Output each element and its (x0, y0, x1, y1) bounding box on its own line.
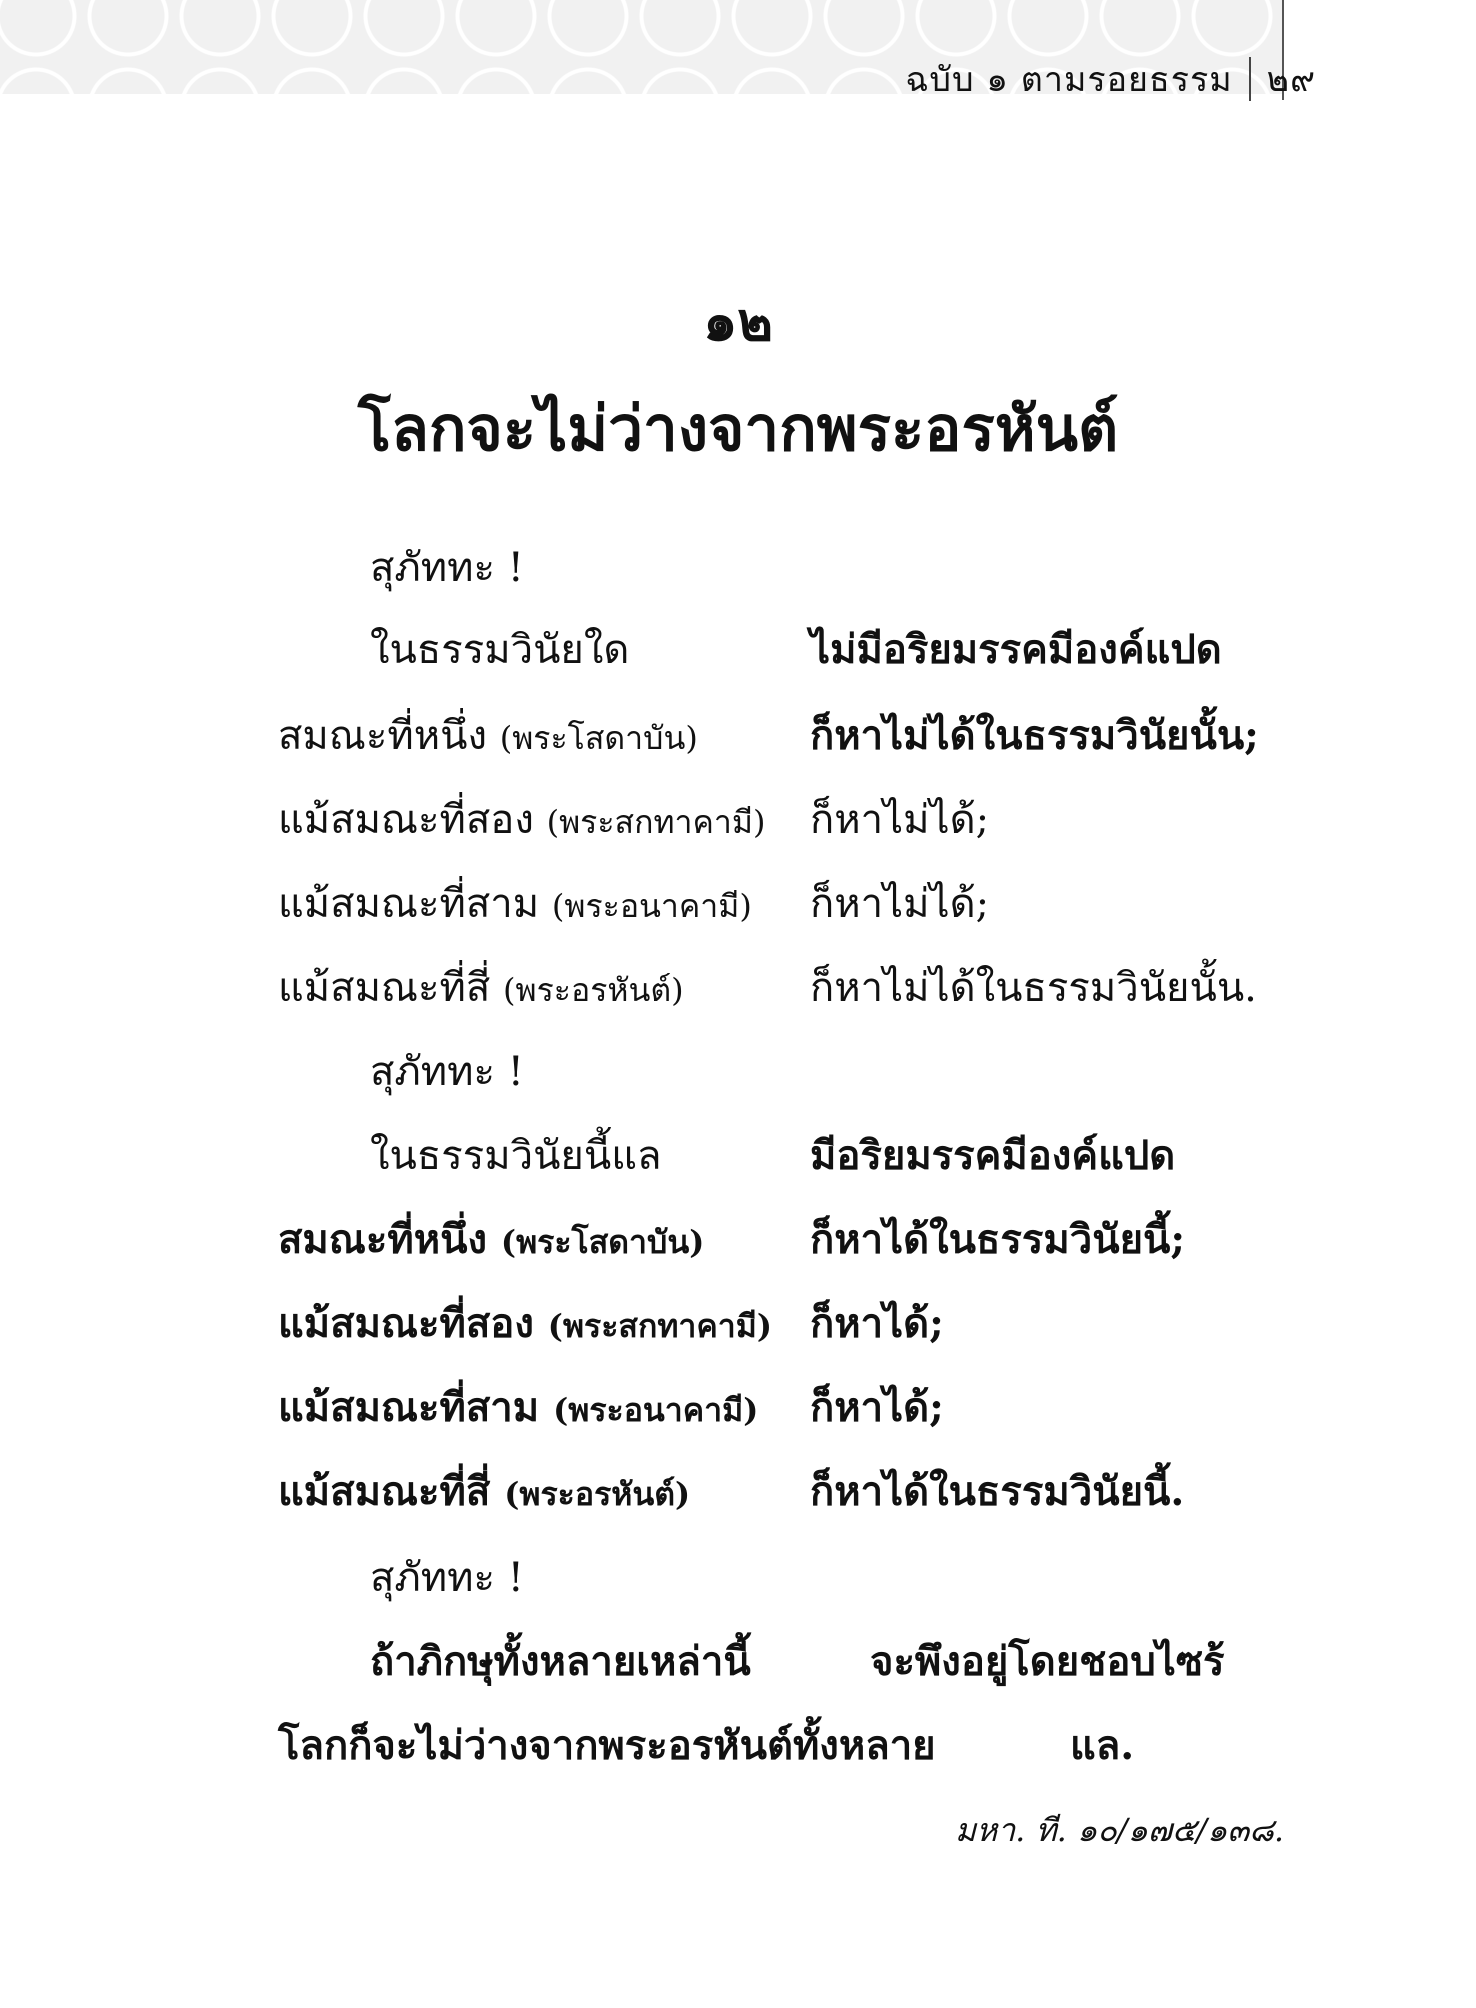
stanza1-row-result: ก็หาไม่ได้; (810, 797, 990, 843)
stanza2-row-result: ก็หาได้ในธรรมวินัยนี้. (810, 1468, 1185, 1515)
stanza2-intro-left: ในธรรมวินัยนี้แล (370, 1133, 662, 1179)
stanza1-intro-left: ในธรรมวินัยใด (370, 627, 630, 673)
stanza1-vocative: สุภัททะ ! (370, 545, 524, 591)
chapter-title: โลกจะไม่ว่างจากพระอรหันต์ (357, 392, 1119, 465)
monk-paren: (พระโสดาบัน) (499, 719, 698, 757)
stanza3-line1-right: จะพึงอยู่โดยชอบไซร้ (870, 1638, 1225, 1685)
stanza1-row-monk (278, 965, 684, 1011)
monk-label: แม้สมณะที่สาม (278, 1384, 540, 1431)
stanza2-row-result: ก็หาได้; (810, 1384, 944, 1431)
stanza1-row-result: ก็หาไม่ได้ในธรรมวินัยนั้น; (810, 712, 1259, 759)
monk-paren: (พระอนาคามี) (553, 1391, 759, 1429)
source-reference: มหา. ที. ๑๐/๑๗๕/๑๓๘. (955, 1811, 1284, 1849)
chapter-number: ๑๒ (703, 289, 773, 353)
monk-label: แม้สมณะที่สาม (278, 881, 540, 927)
header-separator (1249, 57, 1251, 101)
stanza3-line2-left: โลกก็จะไม่ว่างจากพระอรหันต์ทั้งหลาย (278, 1722, 936, 1769)
stanza2-row-result: ก็หาได้ในธรรมวินัยนี้; (810, 1216, 1186, 1263)
monk-paren: (พระอนาคามี) (551, 887, 752, 925)
stanza1-row-result: ก็หาไม่ได้; (810, 881, 990, 927)
monk-label: สมณะที่หนึ่ง (278, 713, 487, 759)
stanza1-row-result: ก็หาไม่ได้ในธรรมวินัยนั้น. (810, 965, 1257, 1011)
stanza2-row-result: ก็หาได้; (810, 1300, 944, 1347)
monk-label: แม้สมณะที่สี่ (278, 965, 491, 1011)
monk-paren: (พระอรหันต์) (504, 1475, 691, 1513)
stanza1-row-monk (278, 713, 698, 759)
stanza1-row-monk (278, 797, 766, 843)
stanza2-intro-right: มีอริยมรรคมีองค์แปด (810, 1132, 1176, 1179)
stanza2-row-monk (278, 1216, 705, 1263)
monk-label: แม้สมณะที่สี่ (278, 1468, 491, 1515)
stanza2-row-monk (278, 1468, 691, 1515)
monk-paren: (พระอรหันต์) (503, 971, 684, 1009)
stanza2-row-monk (278, 1300, 772, 1347)
monk-paren: (พระสกทาคามี) (546, 803, 766, 841)
monk-label: สมณะที่หนึ่ง (278, 1216, 487, 1263)
stanza3-vocative: สุภัททะ ! (370, 1555, 524, 1601)
stanza3-line2-right: แล. (1070, 1722, 1135, 1769)
monk-label: แม้สมณะที่สอง (278, 1300, 534, 1347)
stanza2-row-monk (278, 1384, 759, 1431)
running-header (905, 52, 1316, 106)
monk-paren: (พระโสดาบัน) (500, 1223, 705, 1261)
book-title: ฉบับ ๑ ตามรอยธรรม (905, 60, 1233, 100)
page-number: ๒๙ (1266, 60, 1316, 100)
stanza3-line1-left: ถ้าภิกษุทั้งหลายเหล่านี้ (370, 1638, 751, 1685)
monk-paren: (พระสกทาคามี) (547, 1307, 772, 1345)
monk-label: แม้สมณะที่สอง (278, 797, 534, 843)
stanza1-intro-right: ไม่มีอริยมรรคมีองค์แปด (810, 626, 1222, 673)
stanza1-row-monk (278, 881, 752, 927)
stanza2-vocative: สุภัททะ ! (370, 1049, 524, 1095)
